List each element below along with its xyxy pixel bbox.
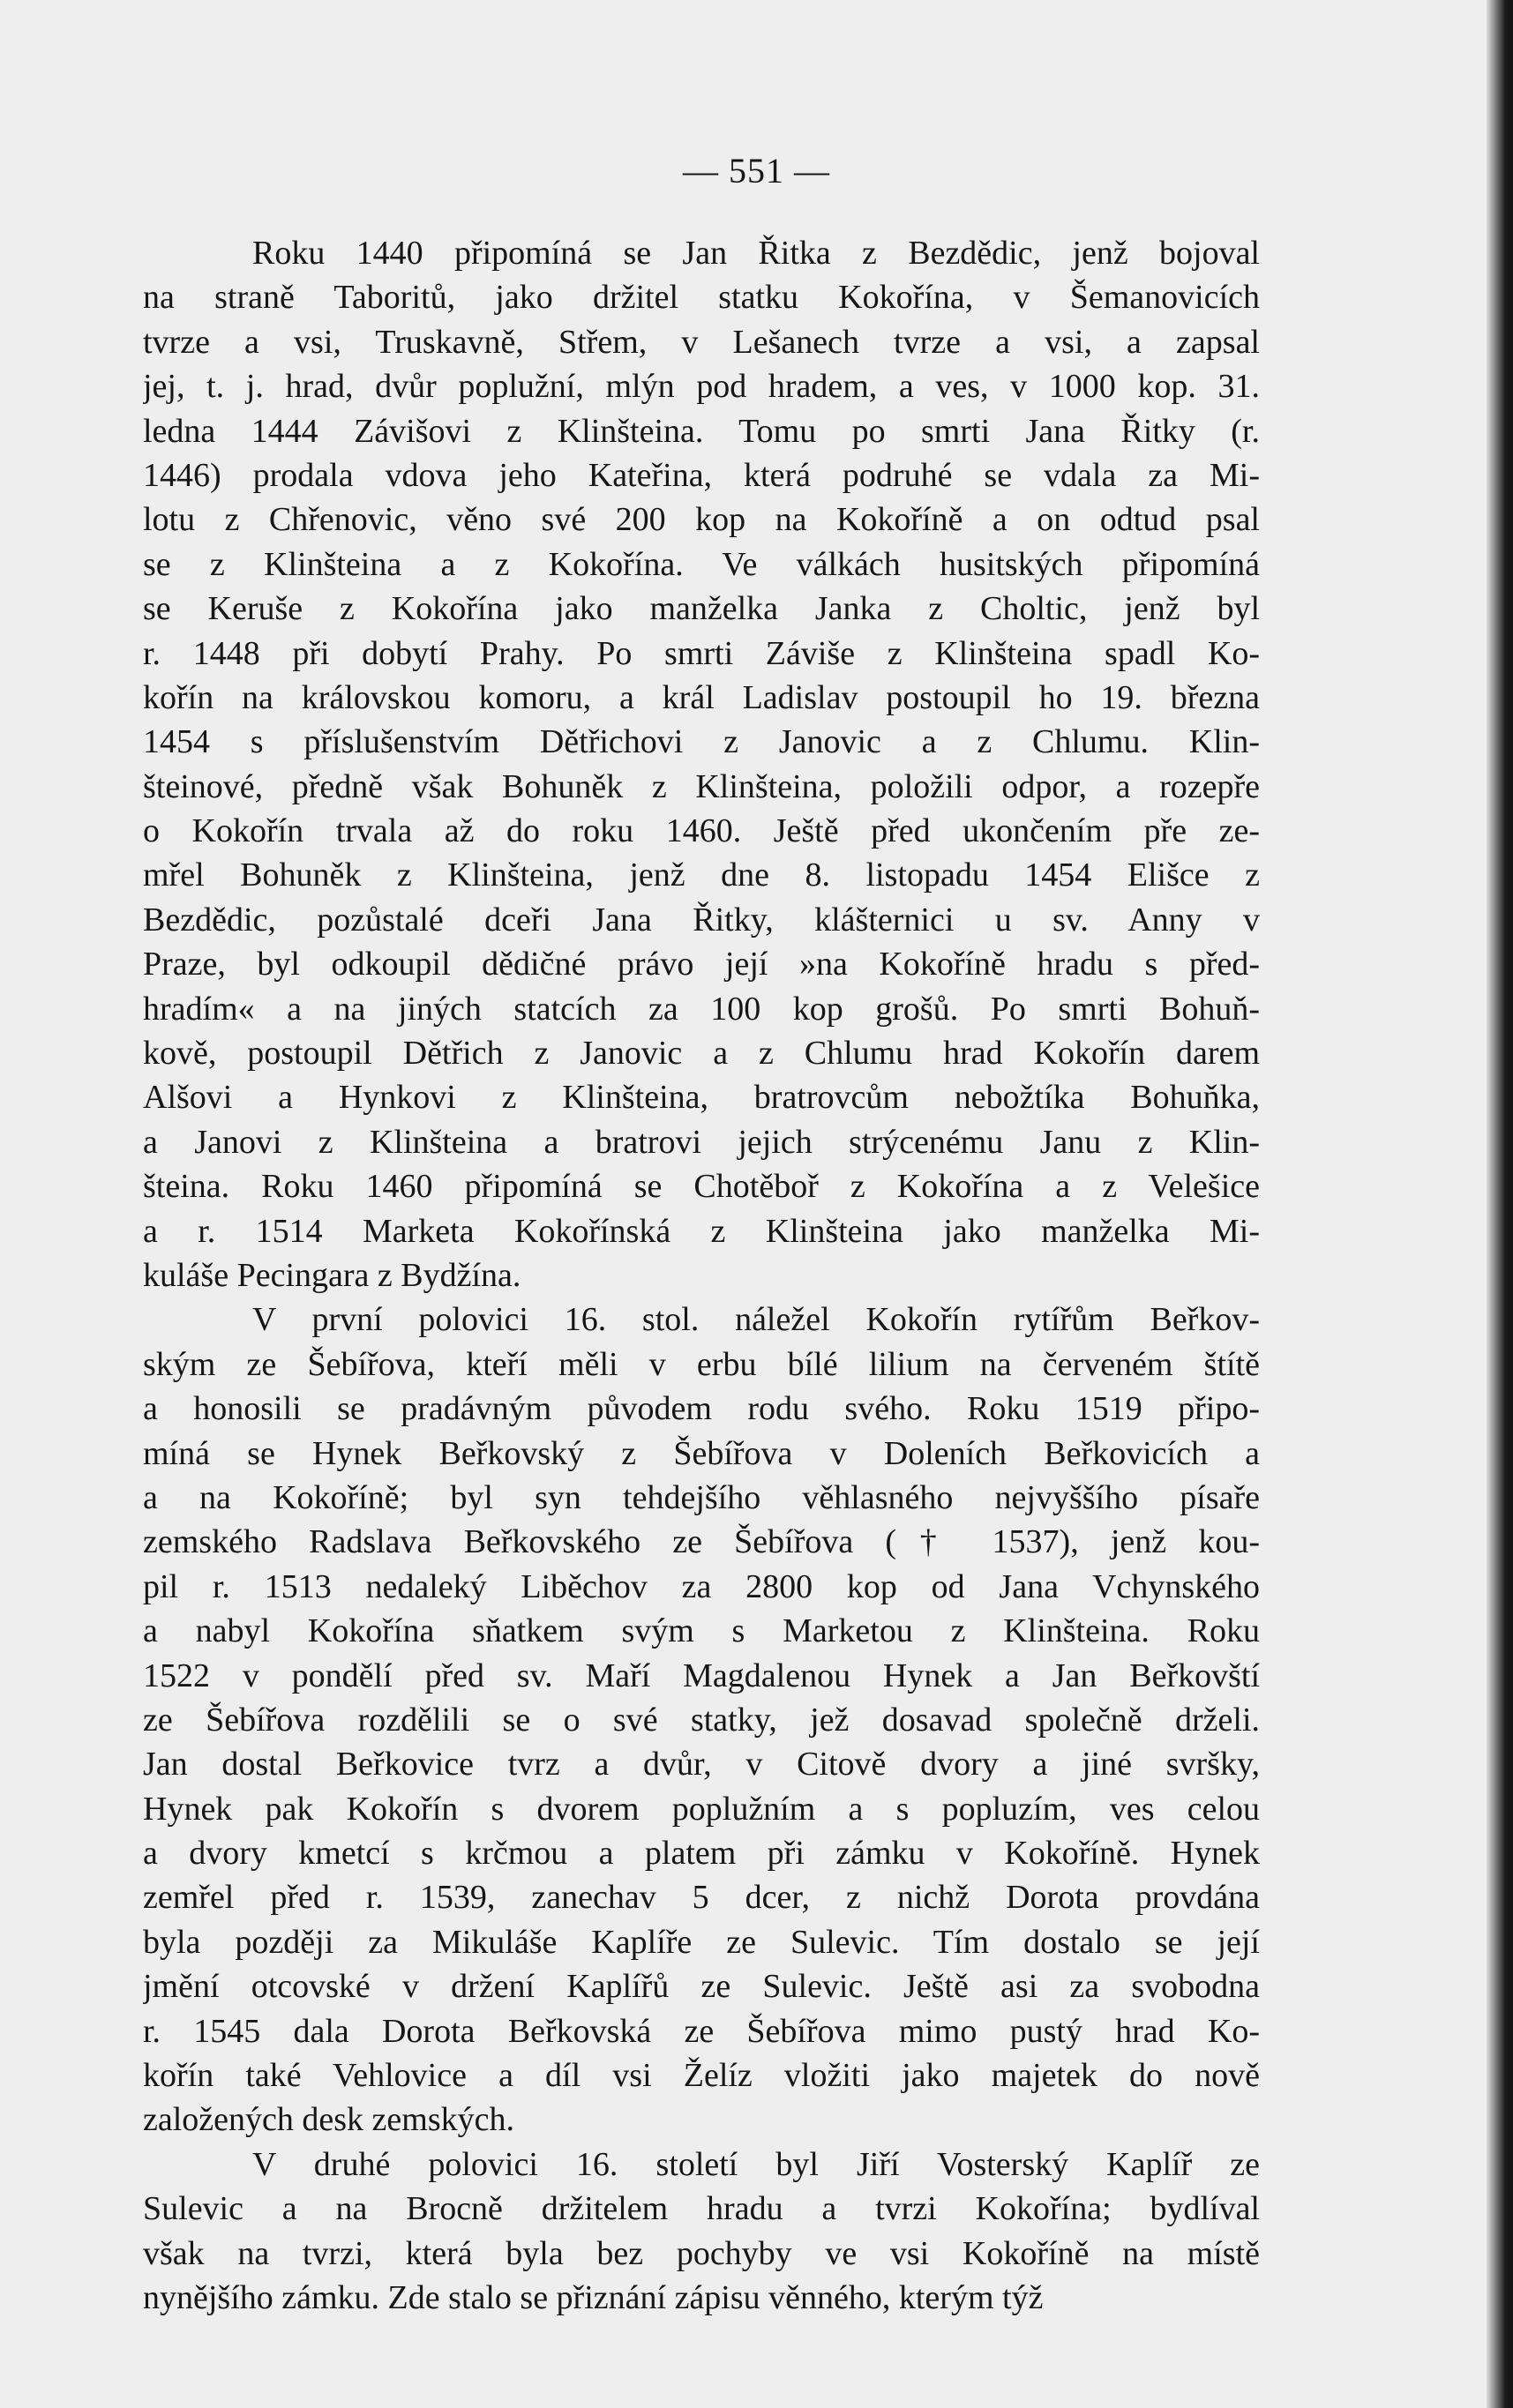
text-line: ským ze Šebířova, kteří měli v erbu bílé lilium na červeném štítě [143, 1345, 1260, 1383]
text-line: šteinové, předně však Bohuněk z Klinšteina, položili odpor, a rozepře [143, 767, 1260, 805]
paragraph-3 [143, 2143, 1260, 2321]
text-line: šteina. Roku 1460 připomíná se Chotěboř z Kokořína a z Velešice [143, 1168, 1260, 1206]
text-line: V druhé polovici 16. století byl Jiří Vosterský Kaplíř ze [252, 2145, 1260, 2183]
text-line: jmění otcovské v držení Kaplířů ze Sulevic. Ještě asi za svobodna [143, 1968, 1260, 2006]
page-number: — 551 — [683, 151, 830, 191]
text-line: a honosili se pradávným původem rodu svého. Roku 1519 připo- [143, 1390, 1260, 1428]
text-line: se Keruše z Kokořína jako manželka Janka z Choltic, jenž byl [143, 590, 1260, 628]
text-line: byla později za Mikuláše Kaplíře ze Sulevic. Tím dostalo se její [143, 1923, 1260, 1961]
text-line: zemřel před r. 1539, zanechav 5 dcer, z nichž Dorota provdána [143, 1879, 1260, 1917]
text-line: 1446) prodala vdova jeho Kateřina, která podruhé se vdala za Mi- [143, 456, 1260, 494]
text-line: Hynek pak Kokořín s dvorem poplužním a s popluzím, ves celou [143, 1790, 1260, 1828]
text-line: a nabyl Kokořína sňatkem svým s Marketou z Klinšteina. Roku [143, 1612, 1260, 1650]
text-line: kořín také Vehlovice a díl vsi Želíz vložiti jako majetek do nově [143, 2057, 1260, 2095]
text-line: zemského Radslava Beřkovského ze Šebířova († 1537), jenž kou- [143, 1523, 1260, 1561]
text-line: Jan dostal Beřkovice tvrz a dvůr, v Citově dvory a jiné svršky, [143, 1746, 1260, 1784]
text-line: a r. 1514 Marketa Kokořínská z Klinšteina jako manželka Mi- [143, 1212, 1260, 1250]
text-line: hradím« a na jiných statcích za 100 kop grošů. Po smrti Bohuň- [143, 990, 1260, 1028]
text-line: Praze, byl odkoupil dědičné právo její »na Kokoříně hradu s před- [143, 946, 1260, 983]
text-line: Sulevic a na Brocně držitelem hradu a tvrzi Kokořína; bydlíval [143, 2190, 1260, 2228]
text-line: 1454 s příslušenstvím Dětřichovi z Janovic a z Chlumu. Klin- [143, 723, 1260, 761]
text-line: kořín na královskou komoru, a král Ladislav postoupil ho 19. března [143, 678, 1260, 716]
text-line: nynějšího zámku. Zde stalo se přiznání zápisu věnného, kterým týž [143, 2278, 1044, 2316]
text-line: mřel Bohuněk z Klinšteina, jenž dne 8. listopadu 1454 Elišce z [143, 856, 1260, 894]
text-line: Alšovi a Hynkovi z Klinšteina, bratrovcům nebožtíka Bohuňka, [143, 1079, 1260, 1117]
text-line: však na tvrzi, která byla bez pochyby ve vsi Kokoříně na místě [143, 2234, 1260, 2272]
text-line: pil r. 1513 nedaleký Liběchov za 2800 kop od Jana Vchynského [143, 1567, 1260, 1605]
text-line: se z Klinšteina a z Kokořína. Ve válkách husitských připomíná [143, 545, 1260, 583]
text-line: jej, t. j. hrad, dvůr poplužní, mlýn pod hradem, a ves, v 1000 kop. 31. [143, 368, 1260, 406]
text-line: o Kokořín trvala až do roku 1460. Ještě před ukončením pře ze- [143, 812, 1260, 850]
text-line: Roku 1440 připomíná se Jan Řitka z Bezdědic, jenž bojoval [252, 235, 1260, 272]
text-line: míná se Hynek Beřkovský z Šebířova v Doleních Beřkovicích a [143, 1434, 1260, 1472]
paragraph-2 [143, 1297, 1260, 2142]
page-edge-shadow [1487, 0, 1513, 2408]
text-line: na straně Taboritů, jako držitel statku Kokořína, v Šemanovicích [143, 279, 1260, 317]
text-line: V první polovici 16. stol. náležel Kokořín rytířům Beřkov- [252, 1301, 1260, 1339]
text-line: Bezdědic, pozůstalé dceři Jana Řitky, klášternici u sv. Anny v [143, 901, 1260, 939]
text-line: založených desk zemských. [143, 2101, 514, 2139]
text-line: lotu z Chřenovic, věno své 200 kop na Kokoříně a on odtud psal [143, 501, 1260, 539]
text-line: a dvory kmetcí s krčmou a platem při zámku v Kokoříně. Hynek [143, 1835, 1260, 1873]
paragraph-1 [143, 231, 1260, 1297]
text-line: 1522 v pondělí před sv. Maří Magdalenou Hynek a Jan Beřkovští [143, 1656, 1260, 1694]
text-line: tvrze a vsi, Truskavně, Střem, v Lešanech tvrze a vsi, a zapsal [143, 323, 1260, 361]
text-line: ze Šebířova rozdělili se o své statky, jež dosavad společně drželi. [143, 1701, 1260, 1739]
text-line: a Janovi z Klinšteina a bratrovi jejich strýcenému Janu z Klin- [143, 1123, 1260, 1161]
text-line: r. 1448 při dobytí Prahy. Po smrti Záviše z Klinšteina spadl Ko- [143, 634, 1260, 672]
text-line: ledna 1444 Závišovi z Klinšteina. Tomu po smrti Jana Řitky (r. [143, 412, 1260, 450]
text-line: kuláše Pecingara z Bydžína. [143, 1256, 521, 1294]
text-line: r. 1545 dala Dorota Beřkovská ze Šebířova mimo pustý hrad Ko- [143, 2012, 1260, 2050]
text-line: kově, postoupil Dětřich z Janovic a z Chlumu hrad Kokořín darem [143, 1035, 1260, 1073]
body-text [143, 231, 1260, 2320]
text-line: a na Kokoříně; byl syn tehdejšího věhlasného nejvyššího písaře [143, 1478, 1260, 1516]
